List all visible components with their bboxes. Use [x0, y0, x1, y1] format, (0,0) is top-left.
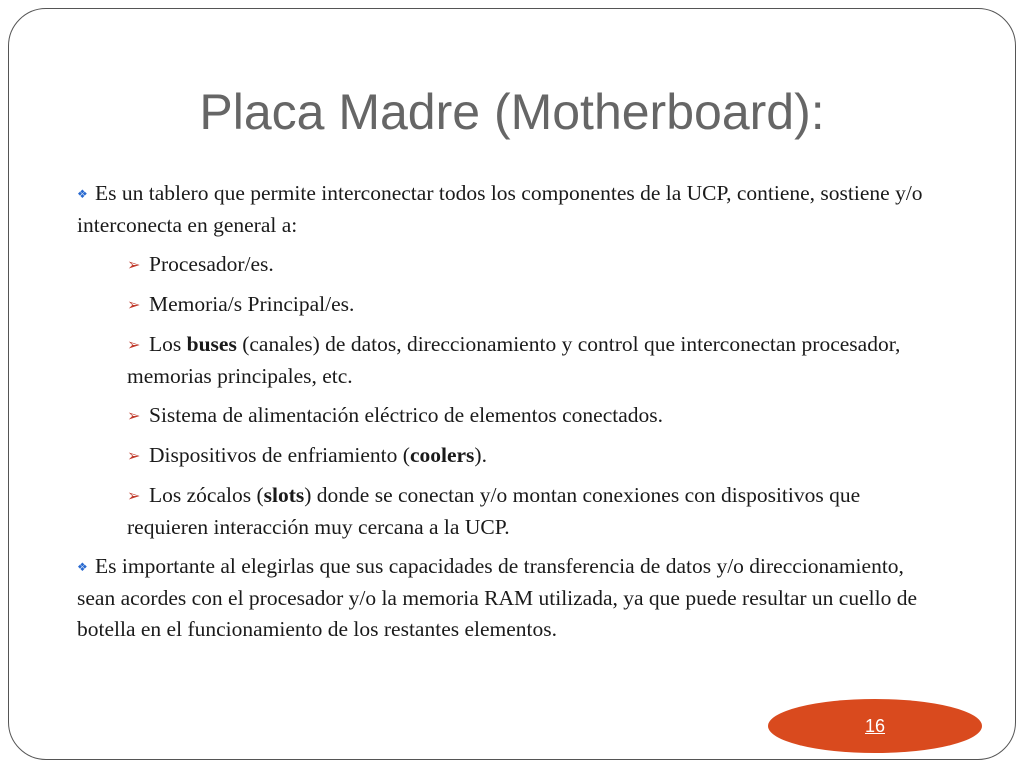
bullet-2 — [77, 551, 937, 645]
slide-title: Placa Madre (Motherboard): — [199, 84, 825, 140]
sub-item-4-text: Sistema de alimentación eléctrico de elementos conectados. — [149, 403, 664, 427]
bullet-2-text: Es importante al elegirlas que sus capacidades de transferencia de datos y/o direccionamiento, sean acordes con el procesador y/o la memoria RAM utilizada, ya que puede resultar un cuello de botella en el funcionamiento de los restantes elementos. — [77, 554, 917, 641]
bullet-1-text: Es un tablero que permite interconectar todos los componentes de la UCP, contiene, sostiene y/o interconecta en general a: — [77, 181, 923, 237]
sub-item-1 — [77, 249, 937, 281]
sub-item-6-pre: Los zócalos ( — [149, 483, 264, 507]
sub-item-4 — [77, 400, 937, 432]
sub-item-3 — [77, 329, 937, 392]
diamond-bullet-icon: ❖ — [77, 187, 88, 201]
sub-item-5-post: ). — [474, 443, 487, 467]
sub-item-5-pre: Dispositivos de enfriamiento ( — [149, 443, 410, 467]
sub-item-6 — [77, 480, 937, 543]
bullet-1 — [77, 178, 937, 241]
sub-item-5 — [77, 440, 937, 472]
sub-item-2-text: Memoria/s Principal/es. — [149, 292, 355, 316]
sub-item-6-post: ) donde se conectan y/o montan conexiones con dispositivos que requieren interacción muy cercana a la UCP. — [127, 483, 861, 539]
arrow-bullet-icon: ➢ — [127, 297, 141, 314]
arrow-bullet-icon: ➢ — [127, 488, 141, 505]
page-number-link[interactable]: 16 — [864, 715, 886, 736]
sub-item-3-post: (canales) de datos, direccionamiento y control que interconectan procesador, memorias principales, etc. — [127, 332, 901, 388]
sub-item-3-pre: Los — [149, 332, 187, 356]
sub-item-1-text: Procesador/es. — [149, 252, 274, 276]
arrow-bullet-icon: ➢ — [127, 337, 141, 354]
slide-body — [77, 178, 937, 645]
arrow-bullet-icon: ➢ — [127, 448, 141, 465]
arrow-bullet-icon: ➢ — [127, 257, 141, 274]
sub-item-5-bold: coolers — [409, 443, 475, 467]
sub-item-2 — [77, 289, 937, 321]
page-number-badge[interactable] — [768, 699, 982, 753]
diamond-bullet-icon: ❖ — [77, 560, 88, 574]
arrow-bullet-icon: ➢ — [127, 408, 141, 425]
sub-item-3-bold: buses — [186, 332, 237, 356]
sub-item-6-bold: slots — [263, 483, 305, 507]
